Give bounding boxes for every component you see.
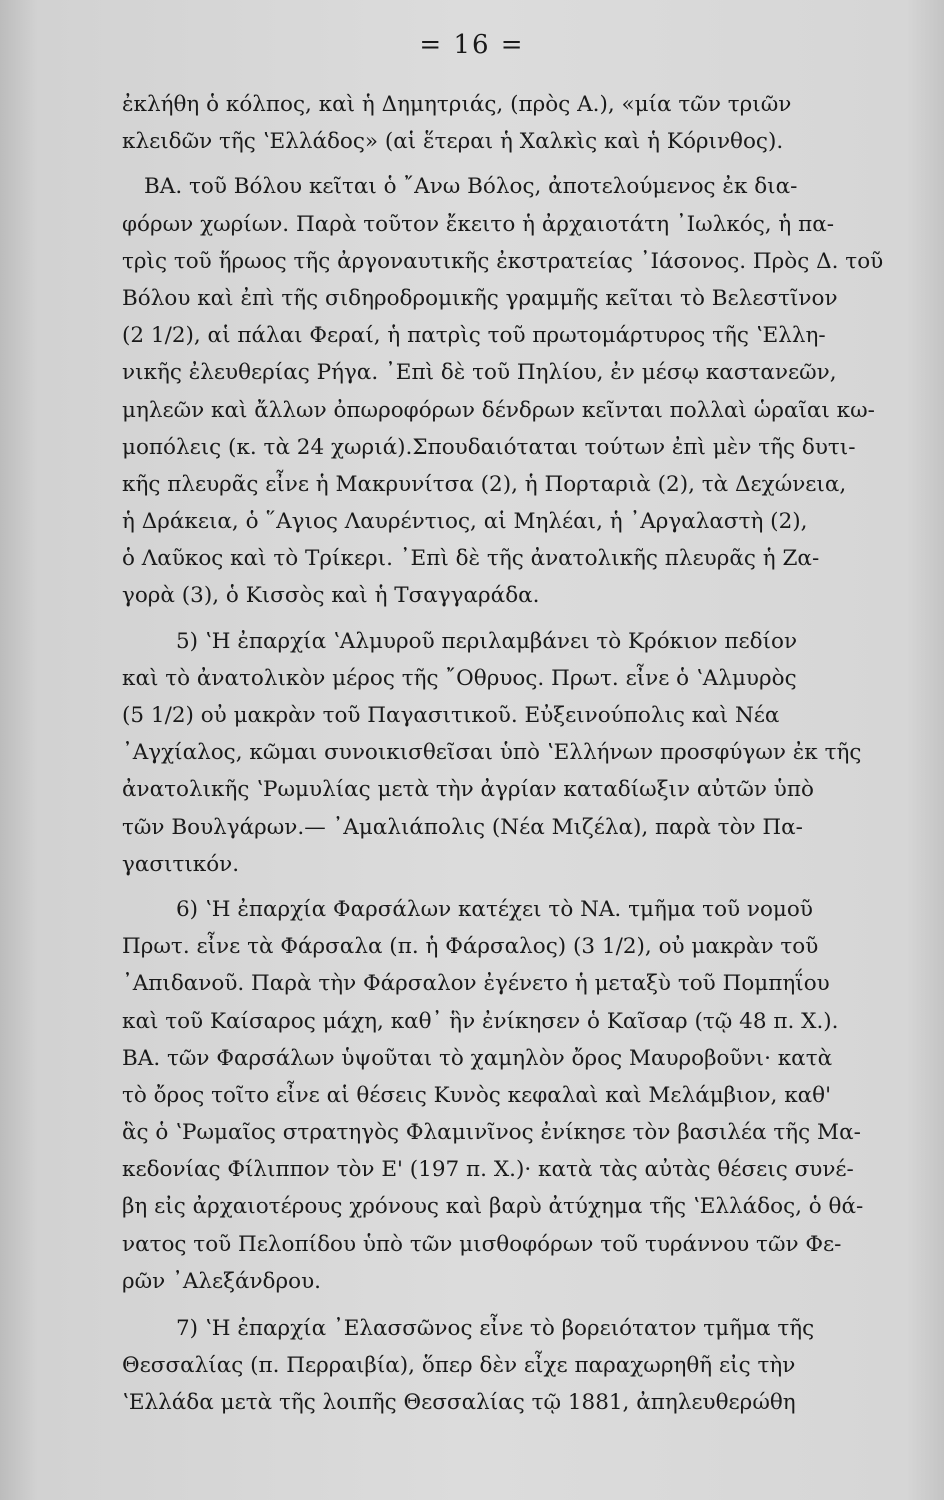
text-line: ἃς ὁ ʽΡωμαῖος στρατηγὸς Φλαμινῖνος ἐνίκησε τὸν βασιλέα τῆς Μα-: [122, 1120, 861, 1146]
text-line: 5) ʽΗ ἐπαρχία ʽΑλμυροῦ περιλαμβάνει τὸ Κρόκιον πεδίον: [176, 628, 798, 654]
text-line: Θεσσαλίας (π. Περραιβία), ὅπερ δὲν εἶχε παραχωρηθῆ εἰς τὴν: [122, 1353, 796, 1379]
text-line: κῆς πλευρᾶς εἶνε ἡ Μακρυνίτσα (2), ἡ Πορταριὰ (2), τὰ Δεχώνεια,: [122, 471, 847, 497]
text-line: ᾿Απιδανοῦ. Παρὰ τὴν Φάρσαλον ἐγένετο ἡ μεταξὺ τοῦ Πομπηΐου: [122, 971, 830, 997]
text-line: Πρωτ. εἶνε τὰ Φάρσαλα (π. ἡ Φάρσαλος) (3 1/2), οὐ μακρὰν τοῦ: [122, 934, 819, 960]
text-line: ὁ Λαῦκος καὶ τὸ Τρίκερι. ᾿Επὶ δὲ τῆς ἀνατολικῆς πλευρᾶς ἡ Ζα-: [122, 546, 820, 572]
text-line: τὸ ὄρος τοῖτο εἶνε αἱ θέσεις Κυνὸς κεφαλαὶ καὶ Μελάμβιον, καθ': [122, 1082, 832, 1108]
text-line: μοπόλεις (κ. τὰ 24 χωριά).Σπουδαιόταται τούτων ἐπὶ μὲν τῆς δυτι-: [122, 434, 856, 460]
text-line: γασιτικόν.: [122, 851, 240, 877]
text-line: βη εἰς ἀρχαιοτέρους χρόνους καὶ βαρὺ ἀτύχημα τῆς ʽΕλλάδος, ὁ θά-: [122, 1194, 864, 1220]
text-line: νικῆς ἐλευθερίας Ρήγα. ᾿Επὶ δὲ τοῦ Πηλίου, ἐν μέσῳ καστανεῶν,: [122, 360, 837, 386]
text-line: 7) ʽΗ ἐπαρχία ᾿Ελασσῶνος εἶνε τὸ βορειότατον τμῆμα τῆς: [176, 1316, 815, 1341]
text-line: κεδονίας Φίλιππον τὸν Ε' (197 π. Χ.)· κατὰ τὰς αὐτὰς θέσεις συνέ-: [122, 1157, 854, 1183]
text-line: γορὰ (3), ὁ Κισσὸς καὶ ἡ Τσαγγαράδα.: [122, 583, 540, 609]
page-number: = 16 =: [419, 30, 525, 60]
text-line: ʽΕλλάδα μετὰ τῆς λοιπῆς Θεσσαλίας τῷ 1881, ἀπηλευθερώθη: [122, 1390, 796, 1416]
text-line: ΒΑ. τῶν Φαρσάλων ὑψοῦται τὸ χαμηλὸν ὄρος Μαυροβοῦνι· κατὰ: [122, 1045, 833, 1071]
text-line: ἀνατολικῆς ʽΡωμυλίας μετὰ τὴν ἀγρίαν καταδίωξιν αὐτῶν ὑπὸ: [122, 777, 814, 803]
text-line: νατος τοῦ Πελοπίδου ὑπὸ τῶν μισθοφόρων τοῦ τυράννου τῶν Φε-: [122, 1231, 842, 1257]
text-line: ρῶν ᾿Αλεξάνδρου.: [122, 1268, 321, 1294]
text-line: τῶν Βουλγάρων.— ᾿Αμαλιάπολις (Νέα Μιζέλα), παρὰ τὸν Πα-: [122, 814, 803, 840]
text-line: (2 1/2), αἱ πάλαι Φεραί, ἡ πατρὶς τοῦ πρωτομάρτυρος τῆς ʽΕλλη-: [122, 323, 826, 349]
text-line: ἡ Δράκεια, ὁ ῞Αγιος Λαυρέντιος, αἱ Μηλέαι, ἡ ᾿Αργαλαστὴ (2),: [122, 509, 808, 535]
text-line: καὶ τοῦ Καίσαρος μάχη, καθ᾿ ἣν ἐνίκησεν ὁ Καῖσαρ (τῷ 48 π. Χ.).: [122, 1008, 839, 1034]
text-line: ᾿Αγχίαλος, κῶμαι συνοικισθεῖσαι ὑπὸ ʽΕλλήνων προσφύγων ἐκ τῆς: [122, 740, 862, 766]
text-line: ἐκλήθη ὁ κόλπος, καὶ ἡ Δημητριάς, (πρὸς Α.), «μία τῶν τριῶν: [122, 92, 792, 117]
text-line: φόρων χωρίων. Παρὰ τοῦτον ἔκειτο ἡ ἀρχαιοτάτη ᾿Ιωλκός, ἡ πα-: [122, 211, 835, 237]
text-line: τρὶς τοῦ ἥρωος τῆς ἀργοναυτικῆς ἐκστρατείας ᾿Ιάσονος. Πρὸς Δ. τοῦ: [122, 248, 884, 274]
text-line: μηλεῶν καὶ ἄλλων ὀπωροφόρων δένδρων κεῖνται πολλαὶ ὡραῖαι κω-: [122, 397, 875, 423]
text-line: Βόλου καὶ ἐπὶ τῆς σιδηροδρομικῆς γραμμῆς κεῖται τὸ Βελεστῖνον: [122, 285, 838, 311]
body-text: [122, 86, 928, 1422]
text-line: καὶ τὸ ἀνατολικὸν μέρος τῆς ῎Οθρυος. Πρωτ. εἶνε ὁ ʽΑλμυρὸς: [122, 665, 797, 691]
text-line: (5 1/2) οὐ μακρὰν τοῦ Παγασιτικοῦ. Εὐξεινούπολις καὶ Νέα: [122, 703, 780, 728]
text-line: ΒΑ. τοῦ Βόλου κεῖται ὁ ῎Ανω Βόλος, ἀποτελούμενος ἐκ δια-: [144, 174, 798, 200]
text-line: κλειδῶν τῆς ʽΕλλάδος» (αἱ ἕτεραι ἡ Χαλκὶς καὶ ἡ Κόρινθος).: [122, 129, 784, 155]
text-line: 6) ʽΗ ἐπαρχία Φαρσάλων κατέχει τὸ ΝΑ. τμῆμα τοῦ νομοῦ: [176, 896, 813, 922]
